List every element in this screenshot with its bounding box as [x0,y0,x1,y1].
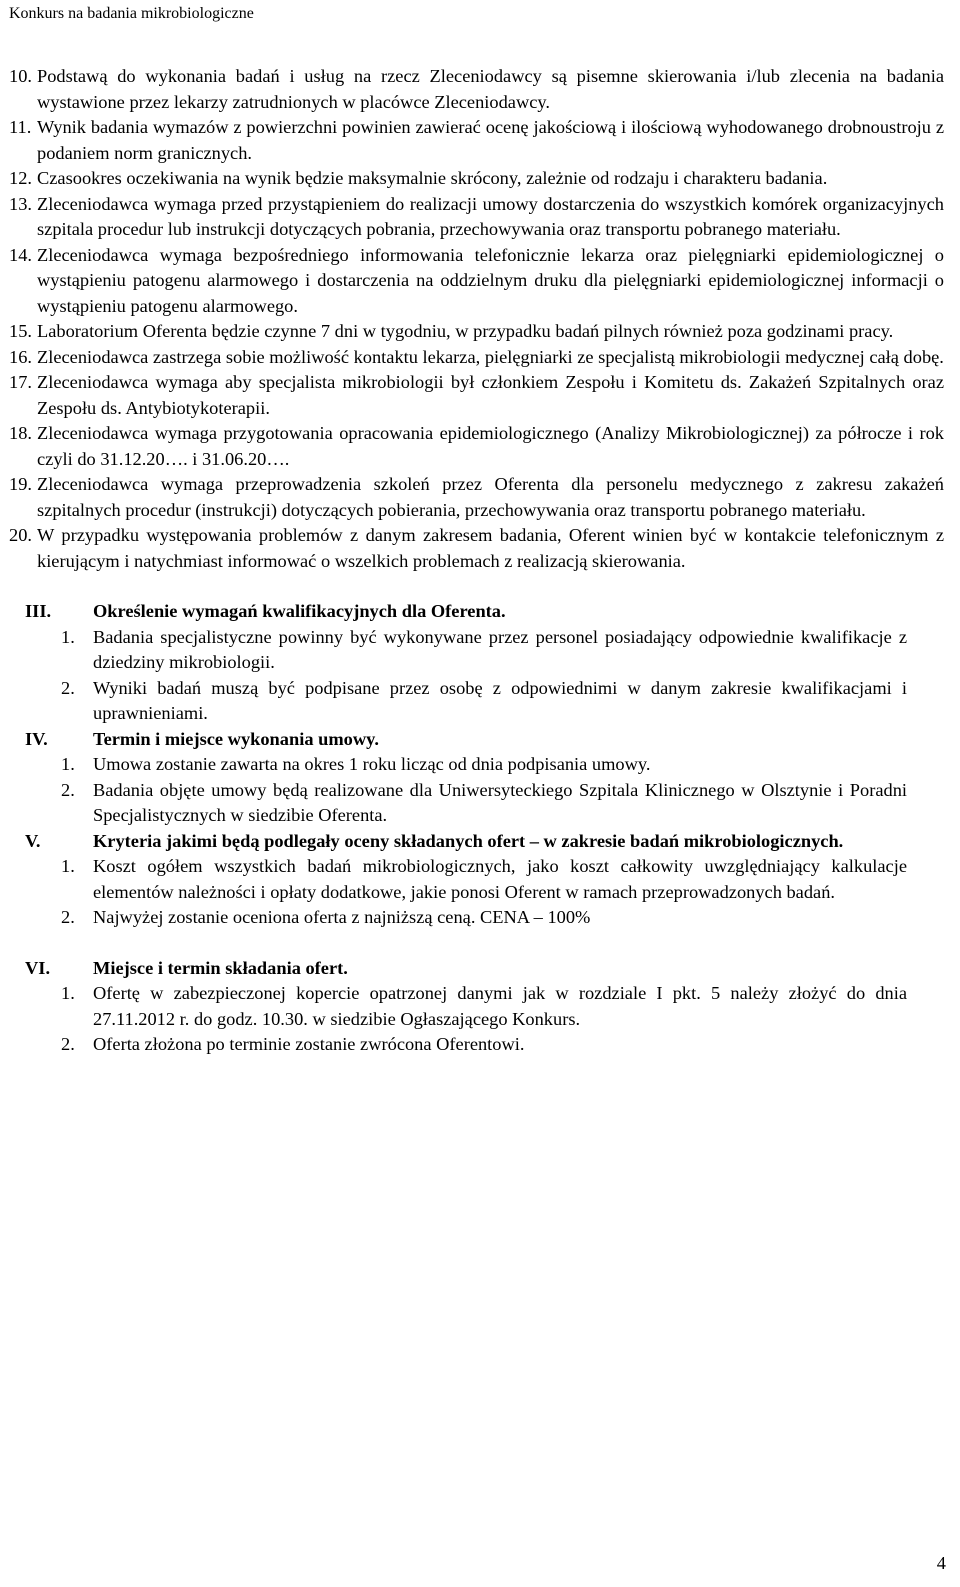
item-number: 17. [9,372,32,392]
list-item [0,472,944,523]
section-item [0,676,907,727]
item-text: Zleceniodawca wymaga przygotowania opracowania epidemiologicznego (Analizy Mikrobiologicznej) za półrocze i rok czyli do 31.12.20…. i 31.06.20…. [37,423,944,469]
list-item [0,192,944,243]
section-item [0,981,907,1032]
section-iv-heading [0,727,907,753]
section-item-number: 2. [61,907,75,927]
list-item [0,345,944,371]
list-item [0,243,944,320]
section-item-text: Umowa zostanie zawarta na okres 1 roku licząc od dnia podpisania umowy. [93,754,651,774]
section-item [0,1032,907,1058]
page-number: 4 [936,1553,946,1573]
section-item-number: 2. [61,779,75,800]
item-number: 18. [9,423,32,443]
item-number: 12. [9,168,32,188]
item-text: Zleceniodawca wymaga bezpośredniego informowania telefonicznie lekarza oraz pielęgniarki epidemiologicznej o wystąpieniu patogenu alarmowego i dostarczenia na oddzielnym druku dla pielęgniarki epidemiologicznej informacji o wystąpieniu patogenu alarmowego. [37,244,944,316]
item-text: W przypadku występowania problemów z danym zakresem badania, Oferent winien być w kontakcie telefonicznym z kierującym i natychmiast informować o wszelkich problemach z realizacją skierowania. [37,525,944,571]
running-header: Konkurs na badania mikrobiologiczne [9,5,254,22]
section-vi-heading [0,956,907,982]
section-item [0,778,907,829]
item-number: 11. [9,117,32,137]
item-number: 14. [9,244,32,265]
item-text: Podstawą do wykonania badań i usług na rzecz Zleceniodawcy są pisemne skierowania i/lub zlecenia na badania wystawione przez lekarzy zatrudnionych w placówce Zleceniodawcy. [37,66,944,112]
item-number: 16. [9,346,32,367]
item-number: 10. [9,66,32,86]
list-item [0,523,944,574]
section-item [0,625,907,676]
section-number: IV. [25,728,48,749]
numbered-list [0,64,960,574]
item-text: Wynik badania wymazów z powierzchni powinien zawierać ocenę jakościową i ilościową wyhodowanego drobnoustroju z podaniem norm granicznych. [37,117,944,163]
section-item-number: 1. [61,983,75,1003]
section-v-heading [0,829,907,855]
list-item [0,421,944,472]
list-item [0,319,944,345]
section-title: Określenie wymagań kwalifikacyjnych dla Oferenta. [93,601,506,621]
section-title: Miejsce i termin składania ofert. [93,957,348,978]
section-item-text: Koszt ogółem wszystkich badań mikrobiologicznych, jako koszt całkowity uwzględniający kalkulacje elementów należności i opłaty dodatkowe, jakie ponosi Oferent w ramach przeprowadzonych badań. [93,856,907,902]
section-item-text: Oferta złożona po terminie zostanie zwrócona Oferentowi. [93,1034,525,1054]
item-text: Zleceniodawca wymaga przeprowadzenia szkoleń przez Oferenta dla personelu medycznego z zakresu zakażeń szpitalnych procedur (instrukcji) dotyczących pobierania, przechowywania oraz transportu pobranego materiału. [37,474,944,520]
section-item-number: 1. [61,754,75,774]
section-item-number: 2. [61,677,75,698]
list-item [0,370,944,421]
section-number: III. [25,601,52,621]
section-item-number: 1. [61,856,75,876]
item-number: 15. [9,321,32,341]
section-title: Termin i miejsce wykonania umowy. [93,728,379,749]
section-item [0,752,907,778]
section-number: VI. [25,957,51,978]
section-item-text: Badania specjalistyczne powinny być wykonywane przez personel posiadający odpowiednie kwalifikacje z dziedziny mikrobiologii. [93,626,907,672]
item-text: Zleceniodawca wymaga przed przystąpieniem do realizacji umowy dostarczenia do wszystkich komórek organizacyjnych szpitala procedur lub instrukcji dotyczących pobrania, przechowywania oraz transportu pobranego materiału. [37,193,944,239]
section-iii-heading [0,599,907,625]
item-number: 19. [9,474,32,494]
section-item-text: Wyniki badań muszą być podpisane przez osobę z odpowiednimi w danym zakresie kwalifikacjami i uprawnieniami. [93,677,907,723]
section-item-number: 1. [61,626,75,647]
section-number: V. [25,830,41,851]
document-body [0,64,960,1058]
item-number: 13. [9,193,32,214]
item-number: 20. [9,525,32,545]
item-text: Laboratorium Oferenta będzie czynne 7 dni w tygodniu, w przypadku badań pilnych również poza godzinami pracy. [37,321,894,341]
section-item-text: Ofertę w zabezpieczonej kopercie opatrzonej danymi jak w rozdziale I pkt. 5 należy złożyć do dnia 27.11.2012 r. do godz. 10.30. w siedzibie Ogłaszającego Konkurs. [93,983,907,1029]
section-item-text: Badania objęte umowy będą realizowane dla Uniwersyteckiego Szpitala Klinicznego w Olsztynie i Poradni Specjalistycznych w siedzibie Oferenta. [93,779,907,825]
section-item-number: 2. [61,1034,75,1054]
section-item-text: Najwyżej zostanie oceniona oferta z najniższą ceną. CENA – 100% [93,907,591,927]
item-text: Czasookres oczekiwania na wynik będzie maksymalnie skrócony, zależnie od rodzaju i charakteru badania. [37,168,828,188]
item-text: Zleceniodawca wymaga aby specjalista mikrobiologii był członkiem Zespołu i Komitetu ds. Zakażeń Szpitalnych oraz Zespołu ds. Antybiotykoterapii. [37,372,944,418]
section-title: Kryteria jakimi będą podlegały oceny składanych ofert – w zakresie badań mikrobiologicznych. [93,830,844,851]
list-item [0,115,944,166]
list-item [0,166,944,192]
section-item [0,905,907,931]
list-item [0,64,944,115]
section-item [0,854,907,905]
item-text: Zleceniodawca zastrzega sobie możliwość kontaktu lekarza, pielęgniarki ze specjalistą mikrobiologii medycznej całą dobę. [37,346,944,367]
